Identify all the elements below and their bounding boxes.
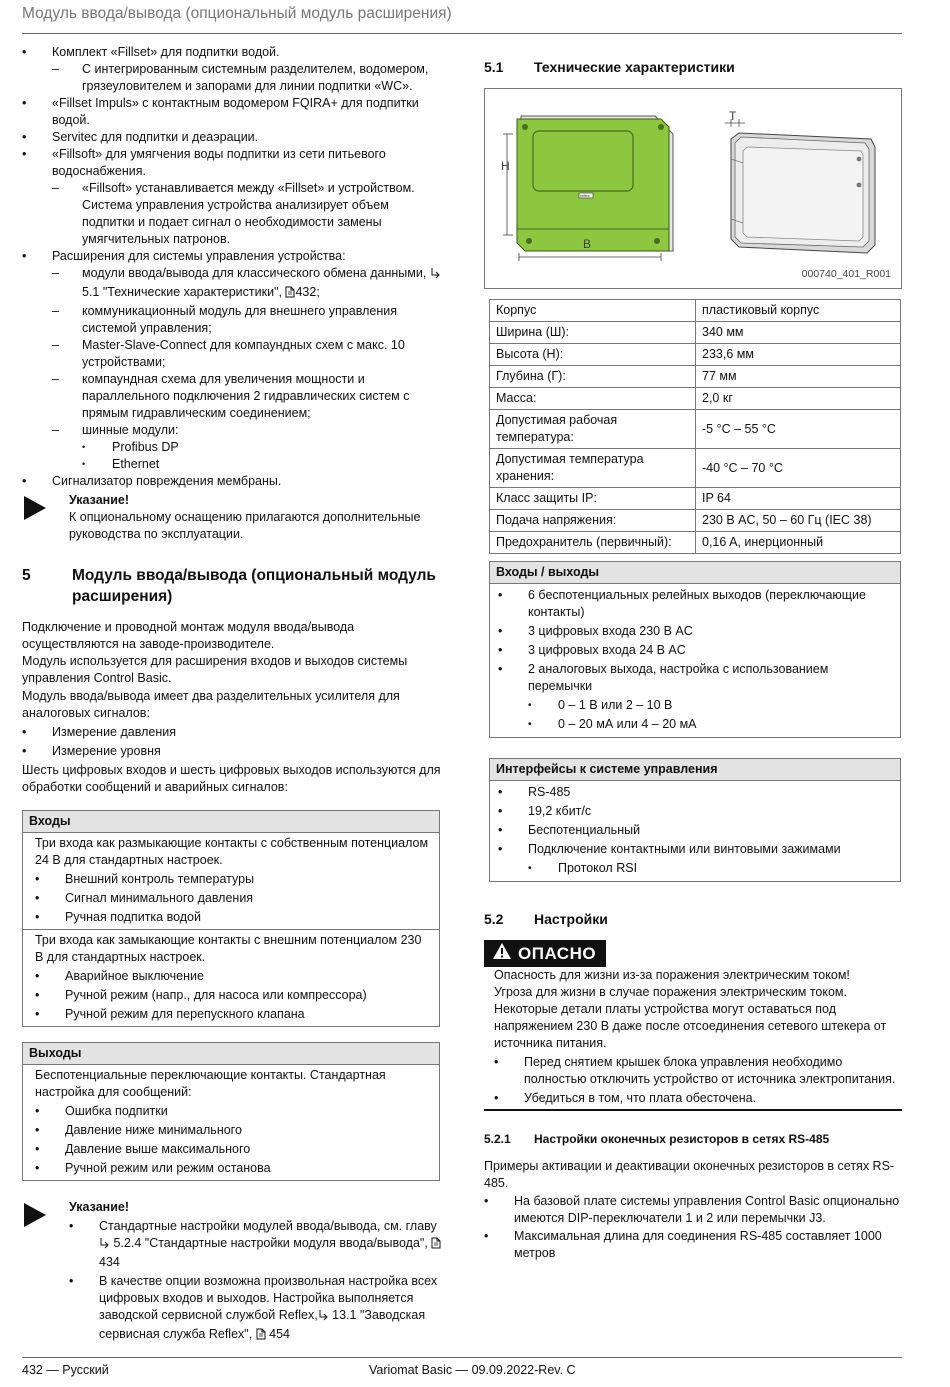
spec-row xyxy=(490,366,901,388)
spec-row xyxy=(490,488,901,510)
note-text: К опциональному оснащению прилагаются дополнительные руководства по эксплуатации. xyxy=(69,510,421,541)
spec-value: -40 °C – 70 °C xyxy=(696,449,901,488)
spec-value: -5 °C – 55 °C xyxy=(696,410,901,449)
device-figure xyxy=(484,88,902,289)
list-item: • Внешний контроль температуры xyxy=(35,872,255,886)
page-icon xyxy=(256,1328,266,1345)
spec-value: пластиковый корпус xyxy=(696,300,901,322)
list-item: – компаундная схема для увеличения мощности и параллельного подключения 2 гидравлических систем с прямым гидравлическим соединением; xyxy=(52,372,410,420)
list-item: • Ручной режим (напр., для насоса или компрессора) xyxy=(35,988,367,1002)
io-box-heading: Входы / выходы xyxy=(490,562,900,584)
spec-value: 340 мм xyxy=(696,322,901,344)
list-item: • 3 цифровых входа 24 В AC xyxy=(498,643,686,657)
list-item: • В качестве опции возможна произвольная настройка всех цифровых входов и выходов. Настройка выполняется заводской сервисной службой Reflex, 13.1 "Заводская сервисная служба Reflex", 454 xyxy=(69,1273,442,1345)
intro-paragraph: Модуль ввода/вывода имеет два разделительных усилителя для аналоговых сигналов: xyxy=(22,689,400,720)
spec-value: 233,6 мм xyxy=(696,344,901,366)
section-number: 5.1 xyxy=(484,59,504,75)
list-item: • Давление ниже минимального xyxy=(35,1123,242,1137)
spec-row xyxy=(490,388,901,410)
dimension-label-t: T xyxy=(729,109,737,123)
inputs-block-text: Три входа как размыкающие контакты с собственным потенциалом 24 В для стандартных настроек. xyxy=(35,836,429,867)
spec-table xyxy=(489,299,901,554)
list-item: • Ручной режим или режим останова xyxy=(35,1161,271,1175)
right-column xyxy=(484,44,904,1262)
section-5-heading xyxy=(22,565,442,607)
intro-paragraph: Модуль используется для расширения входов и выходов системы управления Control Basic. xyxy=(22,654,408,685)
note-arrow-icon xyxy=(24,496,46,520)
page-number[interactable]: 434 xyxy=(99,1255,120,1269)
section-5-1-heading xyxy=(484,58,904,76)
spec-row xyxy=(490,532,901,554)
list-item: • Ethernet xyxy=(82,457,160,471)
interfaces-box-heading: Интерфейсы к системе управления xyxy=(490,759,900,781)
list-item: • На базовой плате системы управления Control Basic опционально имеются DIP-переключатели 1 и 2 или перемычки J3. xyxy=(484,1194,900,1225)
list-item: • Комплект «Fillset» для подпитки водой. xyxy=(22,45,280,59)
list-item: • 2 аналоговых выхода, настройка с использованием перемычки xyxy=(498,662,829,693)
spec-label: Подача напряжения: xyxy=(490,510,696,532)
list-item: – шинные модули: xyxy=(52,423,179,437)
spec-label: Масса: xyxy=(490,388,696,410)
list-item: • Измерение давления xyxy=(22,725,176,739)
spec-label: Высота (Н): xyxy=(490,344,696,366)
list-item: – Master-Slave-Connect для компаундных схем с макс. 10 устройствами; xyxy=(52,338,405,369)
danger-label: ОПАСНО xyxy=(484,940,606,967)
list-item: • 0 – 1 В или 2 – 10 В xyxy=(528,698,673,712)
outputs-box xyxy=(22,1042,440,1181)
spec-value: IP 64 xyxy=(696,488,901,510)
list-item: • «Fillsoft» для умягчения воды подпитки из сети питьевого водоснабжения. xyxy=(22,147,386,178)
list-item: – «Fillsoft» устанавливается между «Fillset» и устройством. Система управления устройства анализирует объем подпитки и подает сигнал о необходимости замены умягчительных патронов. xyxy=(52,181,415,246)
list-item: – модули ввода/вывода для классического обмена данными, 5.1 "Технические характеристики", 432; xyxy=(22,265,442,303)
running-header: Модуль ввода/вывода (опциональный модуль расширения) xyxy=(22,5,452,22)
page-icon xyxy=(285,286,295,303)
list-item: – С интегрированным системным разделителем, водомером, грязеуловителем и запорами для линии подпитки «WC». xyxy=(52,62,429,93)
list-item: • Расширения для системы управления устройства: xyxy=(22,249,346,263)
outputs-text: Беспотенциальные переключающие контакты. Стандартная настройка для сообщений: xyxy=(35,1068,386,1099)
cross-reference-icon xyxy=(99,1237,110,1254)
note-heading: Указание! xyxy=(69,1200,130,1214)
spec-value: 2,0 кг xyxy=(696,388,901,410)
spec-row xyxy=(490,410,901,449)
list-item: • Беспотенциальный xyxy=(498,823,641,837)
list-item: • Максимальная длина для соединения RS-485 составляет 1000 метров xyxy=(484,1229,882,1260)
cross-reference-link[interactable]: 5.1 "Технические характеристики", xyxy=(82,285,286,299)
spec-label: Допустимая рабочая температура: xyxy=(490,410,696,449)
spec-row xyxy=(490,344,901,366)
note-heading: Указание! xyxy=(69,493,130,507)
note-block-1 xyxy=(22,492,442,543)
header-rule xyxy=(22,33,902,34)
danger-bottom-rule xyxy=(484,1109,902,1111)
warning-triangle-icon xyxy=(492,942,512,965)
dimension-label-b: B xyxy=(583,237,592,251)
list-item: • Ошибка подпитки xyxy=(35,1104,168,1118)
interfaces-box xyxy=(489,758,901,882)
spec-label: Ширина (Ш): xyxy=(490,322,696,344)
list-item: • Ручная подпитка водой xyxy=(35,910,201,924)
io-box xyxy=(489,561,901,738)
page-icon xyxy=(431,1237,441,1254)
outputs-box-heading: Выходы xyxy=(23,1043,439,1065)
list-item: • Измерение уровня xyxy=(22,744,161,758)
danger-text: Угроза для жизни в случае поражения электрическим током. Некоторые детали платы устройства могут оставаться под напряжением 230 В даже после отсоединения сетевого штекера от источника питания. xyxy=(494,985,887,1050)
intro-paragraph: Подключение и проводной монтаж модуля ввода/вывода осуществляются на заводе-производителе. xyxy=(22,620,355,651)
spec-label: Глубина (Г): xyxy=(490,366,696,388)
note-block-2 xyxy=(22,1199,442,1345)
spec-value: 77 мм xyxy=(696,366,901,388)
spec-row xyxy=(490,510,901,532)
device-brand-label: reflex xyxy=(580,193,590,198)
list-item: • 19,2 кбит/с xyxy=(498,804,592,818)
inputs-block-text: Три входа как замыкающие контакты с внешним потенциалом 230 В для стандартных настроек. xyxy=(35,933,422,964)
list-item: • Servitec для подпитки и деаэрации. xyxy=(22,130,259,144)
section-title: Технические характеристики xyxy=(534,59,735,75)
page-number[interactable]: 454 xyxy=(269,1327,291,1341)
left-column xyxy=(22,44,442,1345)
section-5-2-1-heading xyxy=(484,1131,904,1147)
list-item: • Перед снятием крышек блока управления необходимо полностью отключить устройство от источника электропитания. xyxy=(494,1055,896,1086)
list-item: • 3 цифровых входа 230 В AC xyxy=(498,624,693,638)
list-item: • Давление выше максимального xyxy=(35,1142,251,1156)
section-number: 5.2.1 xyxy=(484,1132,511,1146)
danger-headline: Опасность для жизни из-за поражения электрическим током! xyxy=(494,968,850,982)
spec-row xyxy=(490,449,901,488)
section-5-2-heading xyxy=(484,910,904,928)
spec-row xyxy=(490,300,901,322)
list-item: • RS-485 xyxy=(498,785,571,799)
footer-document-info: Variomat Basic — 09.09.2022-Rev. C xyxy=(369,1363,576,1377)
list-item: • 6 беспотенциальных релейных выходов (переключающие контакты) xyxy=(498,588,866,619)
section-5-intro xyxy=(22,619,442,796)
cross-reference-icon xyxy=(318,1309,329,1326)
cross-reference-icon xyxy=(430,267,441,284)
page-number[interactable]: 432 xyxy=(295,285,317,299)
list-item: • Ручной режим для перепускного клапана xyxy=(35,1007,305,1021)
cross-reference-link[interactable]: 5.2.4 "Стандартные настройки модуля ввода/вывода", xyxy=(113,1236,432,1250)
spec-value: 230 В AC, 50 – 60 Гц (IEC 38) xyxy=(696,510,901,532)
list-item: • 0 – 20 мА или 4 – 20 мА xyxy=(528,717,697,731)
list-item: • Сигнализатор повреждения мембраны. xyxy=(22,474,282,488)
dimension-label-h: H xyxy=(501,159,510,173)
list-item: – коммуникационный модуль для внешнего управления системой управления; xyxy=(52,304,397,335)
body-paragraph: Примеры активации и деактивации оконечных резисторов в сетях RS-485. xyxy=(484,1159,895,1190)
inputs-box xyxy=(22,810,440,1027)
danger-notice xyxy=(484,940,902,1111)
intro-paragraph: Шесть цифровых входов и шесть цифровых выходов используются для обработки сообщений и аварийных сигналов: xyxy=(22,763,441,794)
spec-label: Предохранитель (первичный): xyxy=(490,532,696,554)
figure-code: 000740_401_R001 xyxy=(801,268,891,280)
note-arrow-icon xyxy=(24,1203,46,1227)
footer-rule xyxy=(22,1357,902,1358)
inputs-box-heading: Входы xyxy=(23,811,439,833)
section-title: Модуль ввода/вывода (опциональный модуль расширения) xyxy=(72,567,436,605)
list-item: • Стандартные настройки модулей ввода/вывода, см. главу 5.2.4 "Стандартные настройки модуля ввода/вывода", 434 xyxy=(69,1218,442,1271)
list-item: • Сигнал минимального давления xyxy=(35,891,254,905)
list-item: • Profibus DP xyxy=(82,440,179,454)
footer-page-language: 432 — Русский xyxy=(22,1363,109,1377)
list-item: • Протокол RSI xyxy=(528,861,638,875)
spec-label: Допустимая температура хранения: xyxy=(490,449,696,488)
section-number: 5 xyxy=(22,567,31,584)
cross-reference-link[interactable]: 13.1 "Заводская сервисная служба Reflex", xyxy=(99,1308,426,1341)
section-title: Настройки xyxy=(534,911,608,927)
spec-label: Класс защиты IP: xyxy=(490,488,696,510)
list-item: • Убедиться в том, что плата обесточена. xyxy=(494,1091,757,1105)
device-illustration xyxy=(485,89,901,288)
spec-label: Корпус xyxy=(490,300,696,322)
spec-value: 0,16 A, инерционный xyxy=(696,532,901,554)
list-item: • «Fillset Impuls» с контактным водомером FQIRA+ для подпитки водой. xyxy=(22,96,419,127)
section-number: 5.2 xyxy=(484,911,504,927)
list-item: • Подключение контактными или винтовыми зажимами xyxy=(498,842,841,856)
list-item: • Аварийное выключение xyxy=(35,969,204,983)
section-title: Настройки оконечных резисторов в сетях RS-485 xyxy=(534,1132,830,1146)
option-list xyxy=(22,44,442,490)
spec-row xyxy=(490,322,901,344)
